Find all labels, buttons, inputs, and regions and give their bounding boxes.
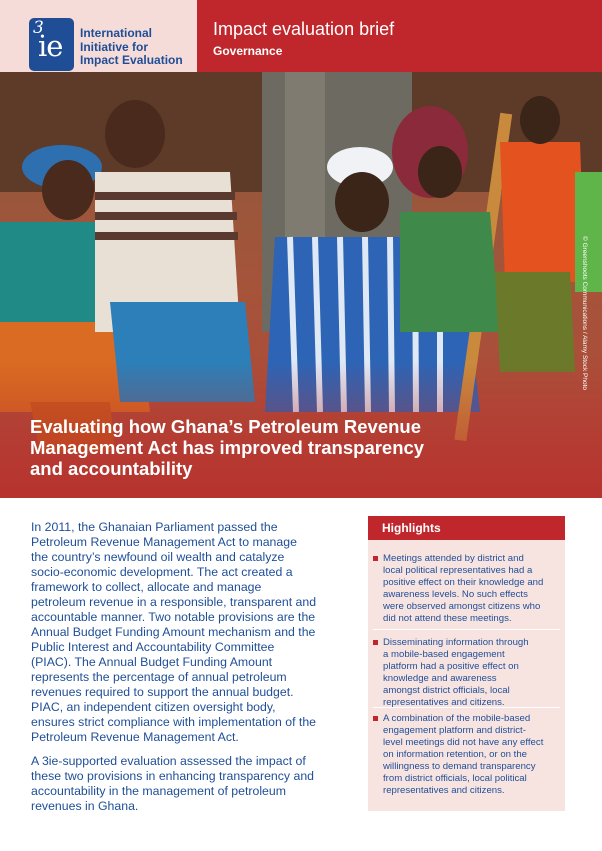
highlight-line: Disseminating information through	[383, 637, 529, 648]
logo-mark-top: 3	[33, 18, 44, 38]
body-line: PIAC, an independent citizen oversight body,	[31, 700, 276, 714]
bullet-square-icon	[373, 716, 378, 721]
highlight-line: were observed amongst citizens who	[383, 601, 541, 612]
body-line: represents the percentage of annual petroleum	[31, 670, 287, 684]
highlight-line: level meetings did not have any effect	[383, 737, 544, 748]
brief-headline	[30, 416, 480, 479]
brief-category: Governance	[213, 44, 283, 58]
body-line: the country’s newfound oil wealth and catalyze	[31, 550, 285, 564]
headline-line: Management Act has improved transparency	[30, 437, 425, 458]
body-line: socio-economic development. The act created a	[31, 565, 293, 579]
highlight-divider	[373, 707, 560, 708]
highlight-line: local political representatives had a	[383, 565, 533, 576]
highlight-line: awareness levels. No such effects	[383, 589, 528, 600]
body-line: Annual Budget Funding Amount mechanism and the	[31, 625, 316, 639]
body-line: revenues in Ghana.	[31, 799, 139, 813]
highlight-line: representatives and citizens.	[383, 697, 505, 708]
highlight-line: on information retention, or on the	[383, 749, 527, 760]
org-name-line: Initiative for	[80, 39, 149, 54]
body-paragraph-2	[31, 754, 316, 814]
photo-credit: © Greenshoots Communications / Alamy Stock Photo	[581, 236, 588, 390]
headline-line: and accountability	[30, 458, 193, 479]
highlight-line: platform had a positive effect on	[383, 661, 519, 672]
logo-mark-main: ie	[38, 29, 63, 63]
headline-line: Evaluating how Ghana’s Petroleum Revenue	[30, 416, 421, 437]
body-line: In 2011, the Ghanaian Parliament passed the	[31, 520, 278, 534]
person-right-child	[500, 142, 585, 282]
highlight-line: Meetings attended by district and	[383, 553, 524, 564]
organization-name	[80, 27, 196, 68]
highlight-line: did not attend these meetings.	[383, 613, 512, 624]
body-line: ensures strict compliance with implementation of the	[31, 715, 317, 729]
body-text	[31, 520, 316, 823]
body-line: accountability in the management of petroleum	[31, 784, 286, 798]
highlight-line: positive effect on their knowledge and	[383, 577, 544, 588]
body-line: framework to collect, allocate and manage	[31, 580, 262, 594]
body-line: revenues required to support the annual budget.	[31, 685, 294, 699]
highlight-line: representatives and citizens.	[383, 785, 505, 796]
highlight-line: knowledge and awareness	[383, 673, 497, 684]
bullet-square-icon	[373, 640, 378, 645]
body-line: these two provisions in enhancing transparency and	[31, 769, 315, 783]
body-paragraph-1	[31, 520, 316, 745]
3ie-logo	[29, 18, 74, 71]
highlight-line: from district officials, local political	[383, 773, 527, 784]
body-line: (PIAC). The Annual Budget Funding Amount	[31, 655, 273, 669]
brief-title: Impact evaluation brief	[213, 19, 395, 39]
org-name-line: Impact Evaluation	[80, 53, 183, 67]
bullet-square-icon	[373, 556, 378, 561]
highlight-line: amongst district officials, local	[383, 685, 510, 696]
highlights-box	[368, 516, 565, 811]
body-line: A 3ie-supported evaluation assessed the impact of	[31, 754, 306, 768]
body-line: Petroleum Revenue Management Act to manage	[31, 535, 297, 549]
org-name-line: International	[80, 26, 153, 40]
highlight-line: engagement platform and district-	[383, 725, 526, 736]
highlight-line: A combination of the mobile-based	[383, 713, 531, 724]
body-line: Public Interest and Accountability Committee	[31, 640, 275, 654]
highlight-line: a mobile-based engagement	[383, 649, 505, 660]
body-line: Petroleum Revenue Management Act.	[31, 730, 239, 744]
highlights-header	[368, 516, 565, 540]
body-line: petroleum revenue in a responsible, transparent and	[31, 595, 317, 609]
body-line: accountable manner. Two notable provisions are the	[31, 610, 316, 624]
highlight-divider	[373, 629, 560, 630]
highlights-title: Highlights	[382, 521, 441, 535]
highlight-line: willingness to demand transparency	[383, 761, 536, 772]
